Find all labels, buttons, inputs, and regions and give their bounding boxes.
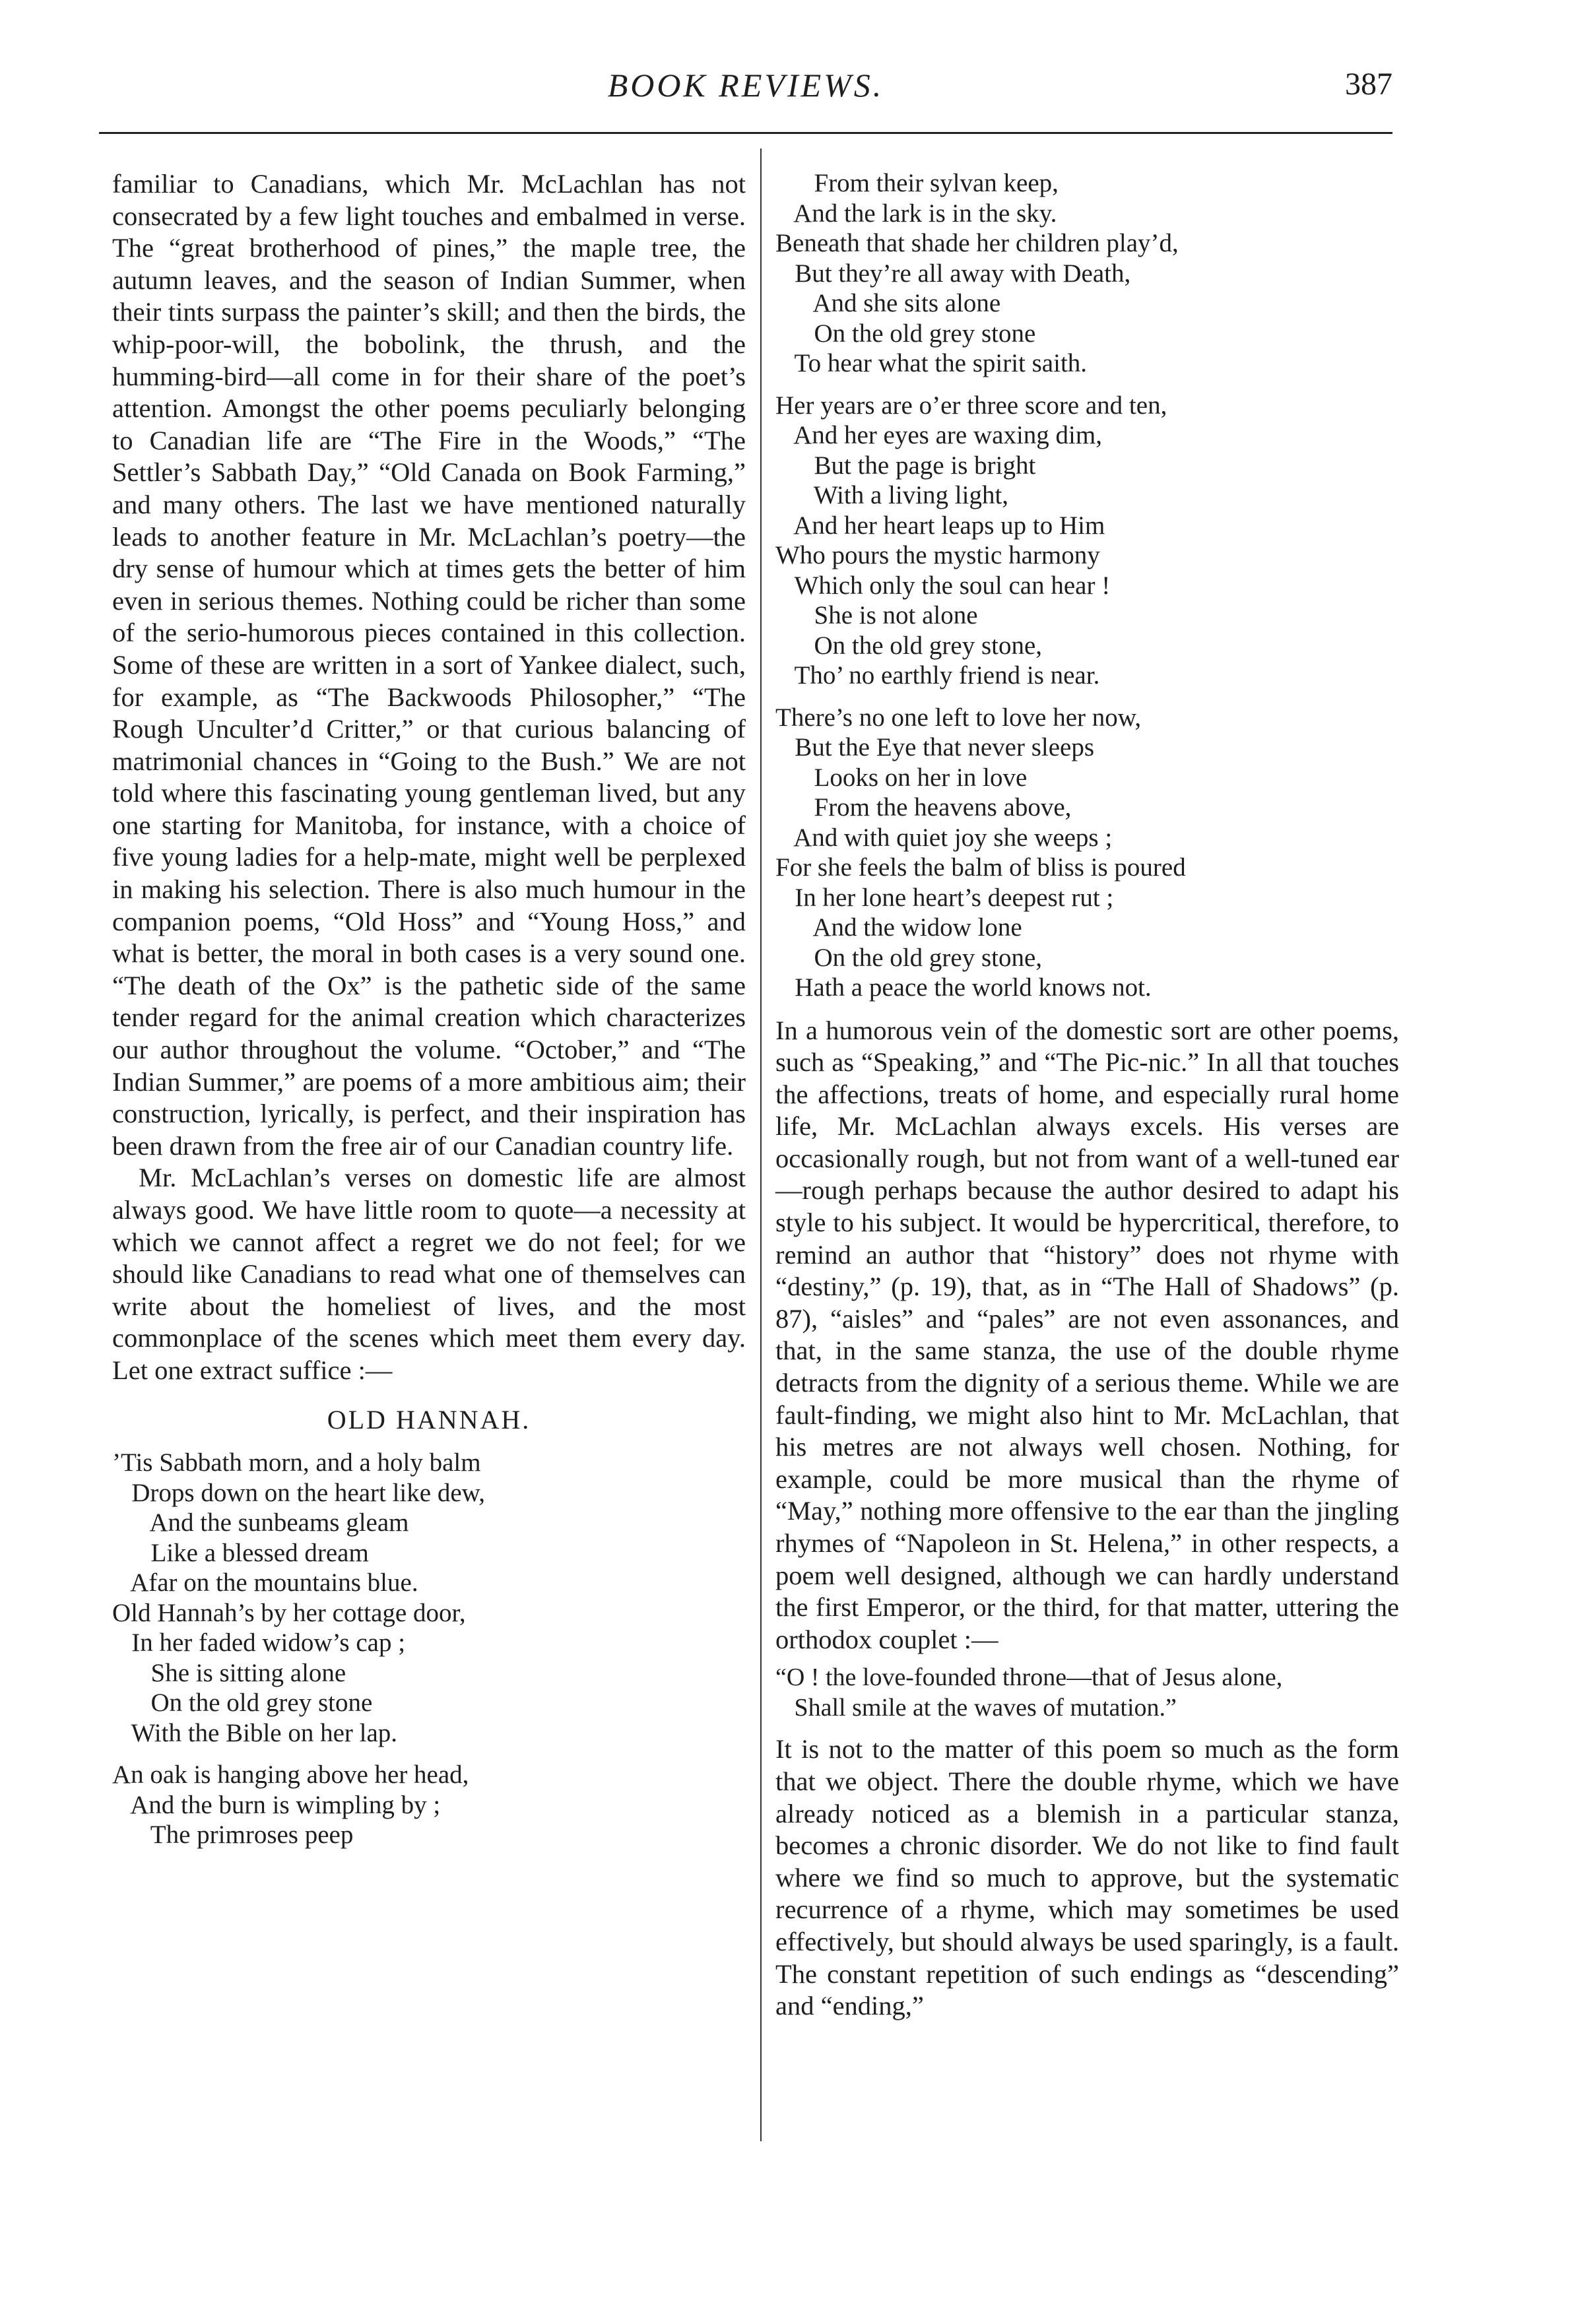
- poem-line: Looks on her in love: [775, 763, 1028, 792]
- page-header: [99, 66, 1392, 119]
- quote-line: “O ! the love-founded throne—that of Jesus alone,: [775, 1663, 1283, 1692]
- paragraph: In a humorous vein of the domestic sort are other poems, such as “Speaking,” and “The Pic-nic.” In all that touches the affections, treats of home, and especially rural home life, Mr. McLachlan always excels. His verses are occasionally rough, but not from want of a well-tuned ear—rough perhaps because the author desired to adapt his style to his subject. It would be hypercritical, therefore, to remind an author that “history” does not rhyme with “destiny,” (p. 19), that, as in “The Hall of Shadows” (p. 87), “aisles” and “pales” are not even assonances, and that, in the same stanza, the use of the double rhyme detracts from the dignity of a serious theme. While we are fault-finding, we might also hint to Mr. McLachlan, that his metres are not always well chosen. Nothing, for example, could be more musical than the rhyme of “May,” nothing more offensive to the ear than the jingling rhymes of “Napoleon in St. Helena,” in other respects, a poem well designed, although we can hardly understand the first Emperor, or the third, for that matter, uttering the orthodox couplet :—: [775, 1015, 1399, 1654]
- poem-line: Beneath that shade her children play’d,: [775, 229, 1179, 257]
- poem-line: From the heavens above,: [775, 793, 1072, 822]
- poem-line: But the Eye that never sleeps: [775, 733, 1095, 761]
- poem-line: For she feels the balm of bliss is poured: [775, 853, 1186, 882]
- quote-line: Shall smile at the waves of mutation.”: [775, 1694, 1177, 1722]
- poem-line: Old Hannah’s by her cottage door,: [112, 1598, 466, 1627]
- poem-line: To hear what the spirit saith.: [775, 349, 1088, 377]
- poem-line: She is not alone: [775, 601, 978, 629]
- poem-line: Drops down on the heart like dew,: [112, 1478, 486, 1507]
- running-head: BOOK REVIEWS.: [607, 67, 884, 104]
- poem-line: On the old grey stone,: [775, 631, 1043, 660]
- column-divider: [760, 148, 762, 2141]
- poem-line: An oak is hanging above her head,: [112, 1760, 469, 1790]
- header-rule: [99, 132, 1392, 134]
- poem-line: With a living light,: [775, 481, 1009, 509]
- poem-stanza: [112, 1760, 746, 1850]
- right-column: [775, 168, 1399, 2022]
- poem-line: With the Bible on her lap.: [112, 1718, 398, 1747]
- paragraph: Mr. McLachlan’s verses on domestic life are almost always good. We have little room to quote—a necessity at which we cannot affect a regret we do not feel; for we should like Canadians to read what one of themselves can write about the homeliest of lives, and the most commonplace of the scenes which meet them every day. Let one extract suffice :—: [112, 1163, 746, 1385]
- poem-line: In her faded widow’s cap ;: [112, 1629, 406, 1658]
- poem-stanza: [775, 391, 1399, 691]
- poem-line: And the sunbeams gleam: [112, 1508, 409, 1537]
- poem-line: And the burn is wimpling by ;: [112, 1790, 441, 1819]
- poem-line: But they’re all away with Death,: [775, 259, 1131, 288]
- poem-line: Who pours the mystic harmony: [775, 541, 1100, 569]
- page-number: 387: [1345, 67, 1392, 102]
- poem-line: The primroses peep: [112, 1821, 354, 1850]
- left-column: [112, 168, 746, 1862]
- poem-line: And with quiet joy she weeps ;: [775, 823, 1113, 852]
- poem-line: On the old grey stone,: [775, 943, 1043, 972]
- poem-line: And her heart leaps up to Him: [775, 511, 1105, 540]
- poem-title: OLD HANNAH.: [327, 1404, 531, 1435]
- poem-line: Which only the soul can hear !: [775, 571, 1111, 600]
- poem-line: Tho’ no earthly friend is near.: [775, 661, 1100, 690]
- poem-stanza: [112, 1448, 746, 1748]
- poem-line: Afar on the mountains blue.: [112, 1568, 418, 1598]
- poem-line: ’Tis Sabbath morn, and a holy balm: [112, 1448, 481, 1477]
- poem-line: Hath a peace the world knows not.: [775, 973, 1152, 1002]
- poem-line: On the old grey stone: [775, 319, 1036, 348]
- poem-line: She is sitting alone: [112, 1658, 346, 1687]
- paragraph: It is not to the matter of this poem so much as the form that we object. There the double rhyme, which we have already noticed as a blemish in a particular stanza, becomes a chronic disorder. We do not like to find fault where we find so much to approve, but the systematic recurrence of a rhyme, which may sometimes be used effectively, but should always be used sparingly, is a fault. The constant repetition of such endings as “descending” and “ending,”: [775, 1734, 1399, 2021]
- poem-line: And she sits alone: [775, 289, 1001, 317]
- poem-line: On the old grey stone: [112, 1689, 373, 1718]
- poem-line: Her years are o’er three score and ten,: [775, 391, 1167, 420]
- block-quote: [775, 1662, 1399, 1723]
- poem-line: And the lark is in the sky.: [775, 199, 1057, 228]
- poem-line: In her lone heart’s deepest rut ;: [775, 883, 1114, 912]
- poem-line: There’s no one left to love her now,: [775, 703, 1142, 732]
- poem-line: And her eyes are waxing dim,: [775, 421, 1102, 449]
- poem-line: But the page is bright: [775, 451, 1036, 480]
- poem-line: And the widow lone: [775, 913, 1022, 942]
- poem-stanza: [775, 168, 1399, 379]
- poem-stanza: [775, 703, 1399, 1003]
- poem-line: Like a blessed dream: [112, 1538, 369, 1567]
- poem-line: From their sylvan keep,: [775, 169, 1059, 197]
- paragraph: familiar to Canadians, which Mr. McLachlan has not consecrated by a few light touches and embalmed in verse. The “great brotherhood of pines,” the maple tree, the autumn leaves, and the season of Indian Summer, when their tints surpass the painter’s skill; and then the birds, the whip-poor-will, the bobolink, the thrush, and the humming-bird—all come in for their share of the poet’s attention. Amongst the other poems peculiarly belonging to Canadian life are “The Fire in the Woods,” “The Settler’s Sabbath Day,” “Old Canada on Book Farming,” and many others. The last we have mentioned naturally leads to another feature in Mr. McLachlan’s poetry—the dry sense of humour which at times gets the better of him even in serious themes. Nothing could be richer than some of the serio-humorous pieces contained in this collection. Some of these are written in a sort of Yankee dialect, such, for example, as “The Backwoods Philosopher,” “The Rough Unculter’d Critter,” or that curious balancing of matrimonial chances in “Going to the Bush.” We are not told where this fascinating young gentleman lived, but any one starting for Manitoba, for instance, with a choice of five young ladies for a help-mate, might well be perplexed in making his selection. There is also much humour in the companion poems, “Old Hoss” and “Young Hoss,” and what is better, the moral in both cases is a very sound one. “The death of the Ox” is the pathetic side of the same tender regard for the animal creation which characterizes our author throughout the volume. “October,” and “The Indian Summer,” are poems of a more ambitious aim; their construction, lyrically, is perfect, and their inspiration has been drawn from the free air of our Canadian country life.: [112, 169, 746, 1161]
